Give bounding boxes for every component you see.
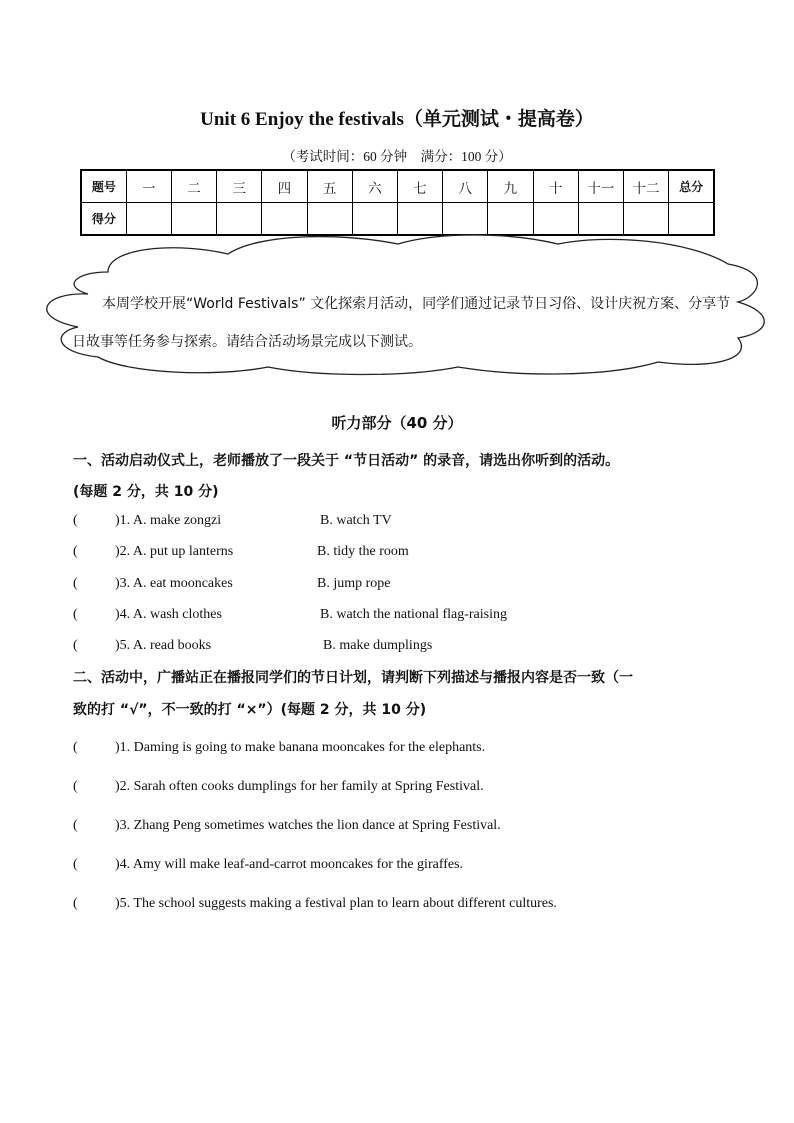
- score-header-cell: 七: [397, 170, 442, 203]
- score-header-cell: 十: [533, 170, 578, 203]
- score-header-cell: 一: [126, 170, 171, 203]
- option-b: B. jump rope: [317, 576, 391, 591]
- page-title: Unit 6 Enjoy the festivals（单元测试・提高卷）: [200, 109, 594, 130]
- answer-paren[interactable]: (: [73, 576, 78, 591]
- exam-info: （考试时间：60 分钟 满分：100 分）: [282, 149, 512, 164]
- score-input-cell[interactable]: [443, 203, 488, 236]
- option-a: )2. A. put up lanterns: [115, 544, 234, 559]
- score-header-cell: 五: [307, 170, 352, 203]
- part1-item: [73, 607, 753, 627]
- score-header-cell: 二: [171, 170, 216, 203]
- part2-item: [73, 896, 753, 916]
- option-b: B. make dumplings: [323, 638, 433, 653]
- answer-paren[interactable]: (: [73, 607, 78, 622]
- part2-item: [73, 740, 753, 760]
- statement-text: )2. Sarah often cooks dumplings for her family at Spring Festival.: [115, 779, 484, 794]
- answer-paren[interactable]: (: [73, 896, 78, 911]
- answer-paren[interactable]: (: [73, 513, 78, 528]
- statement-text: )1. Daming is going to make banana mooncakes for the elephants.: [115, 740, 486, 755]
- part1-item: [73, 513, 753, 533]
- score-input-cell[interactable]: [262, 203, 307, 236]
- score-header-cell: 十一: [578, 170, 623, 203]
- score-header-cell: 四: [262, 170, 307, 203]
- score-table-score-row: [81, 203, 714, 236]
- option-a: )3. A. eat mooncakes: [115, 576, 233, 591]
- score-row-label: 得分: [81, 203, 126, 236]
- score-header-cell: 六: [352, 170, 397, 203]
- part2-instructions: 致的打 “√”，不一致的打 “×”）(每题 2 分，共 10 分): [73, 702, 427, 718]
- part1-item: [73, 576, 753, 596]
- score-table-header-row: [81, 170, 714, 203]
- activity-intro: 本周学校开展“World Festivals” 文化探索月活动，同学们通过记录节日习俗、设计庆祝方案、分享节日故事等任务参与探索。请结合活动场景完成以下测试。: [72, 296, 731, 350]
- part2-item: [73, 818, 753, 838]
- score-header-cell: 八: [443, 170, 488, 203]
- score-input-cell[interactable]: [623, 203, 668, 236]
- part1-points: (每题 2 分，共 10 分): [73, 484, 219, 500]
- part2-item: [73, 779, 753, 799]
- score-header-cell: 九: [488, 170, 533, 203]
- score-input-cell[interactable]: [171, 203, 216, 236]
- score-input-cell[interactable]: [217, 203, 262, 236]
- score-header-cell: 三: [217, 170, 262, 203]
- option-a: )1. A. make zongzi: [115, 513, 222, 528]
- score-header-cell: 十二: [623, 170, 668, 203]
- option-b: B. watch TV: [320, 513, 392, 528]
- score-input-cell[interactable]: [578, 203, 623, 236]
- score-input-cell[interactable]: [352, 203, 397, 236]
- score-input-cell[interactable]: [533, 203, 578, 236]
- option-a: )4. A. wash clothes: [115, 607, 222, 622]
- score-input-cell[interactable]: [397, 203, 442, 236]
- statement-text: )4. Amy will make leaf-and-carrot mooncakes for the giraffes.: [115, 857, 464, 872]
- part1-heading: 一、活动启动仪式上，老师播放了一段关于 “节日活动” 的录音，请选出你听到的活动。: [73, 453, 620, 469]
- score-input-cell[interactable]: [488, 203, 533, 236]
- option-a: )5. A. read books: [115, 638, 212, 653]
- answer-paren[interactable]: (: [73, 638, 78, 653]
- score-input-cell[interactable]: [307, 203, 352, 236]
- part2-item: [73, 857, 753, 877]
- score-table: [80, 169, 715, 236]
- part2-heading: 二、活动中，广播站正在播报同学们的节日计划，请判断下列描述与播报内容是否一致（一: [73, 670, 633, 686]
- statement-text: )3. Zhang Peng sometimes watches the lion dance at Spring Festival.: [115, 818, 501, 833]
- statement-text: )5. The school suggests making a festival plan to learn about different cultures.: [115, 896, 557, 911]
- score-header-total: 总分: [669, 170, 714, 203]
- score-input-cell[interactable]: [669, 203, 714, 236]
- answer-paren[interactable]: (: [73, 740, 78, 755]
- answer-paren[interactable]: (: [73, 779, 78, 794]
- option-b: B. watch the national flag-raising: [320, 607, 507, 622]
- score-header-label: 题号: [81, 170, 126, 203]
- part1-item: [73, 544, 753, 564]
- option-b: B. tidy the room: [317, 544, 409, 559]
- answer-paren[interactable]: (: [73, 818, 78, 833]
- answer-paren[interactable]: (: [73, 857, 78, 872]
- part1-item: [73, 638, 753, 658]
- listening-section-title: 听力部分（40 分）: [331, 414, 463, 432]
- score-input-cell[interactable]: [126, 203, 171, 236]
- answer-paren[interactable]: (: [73, 544, 78, 559]
